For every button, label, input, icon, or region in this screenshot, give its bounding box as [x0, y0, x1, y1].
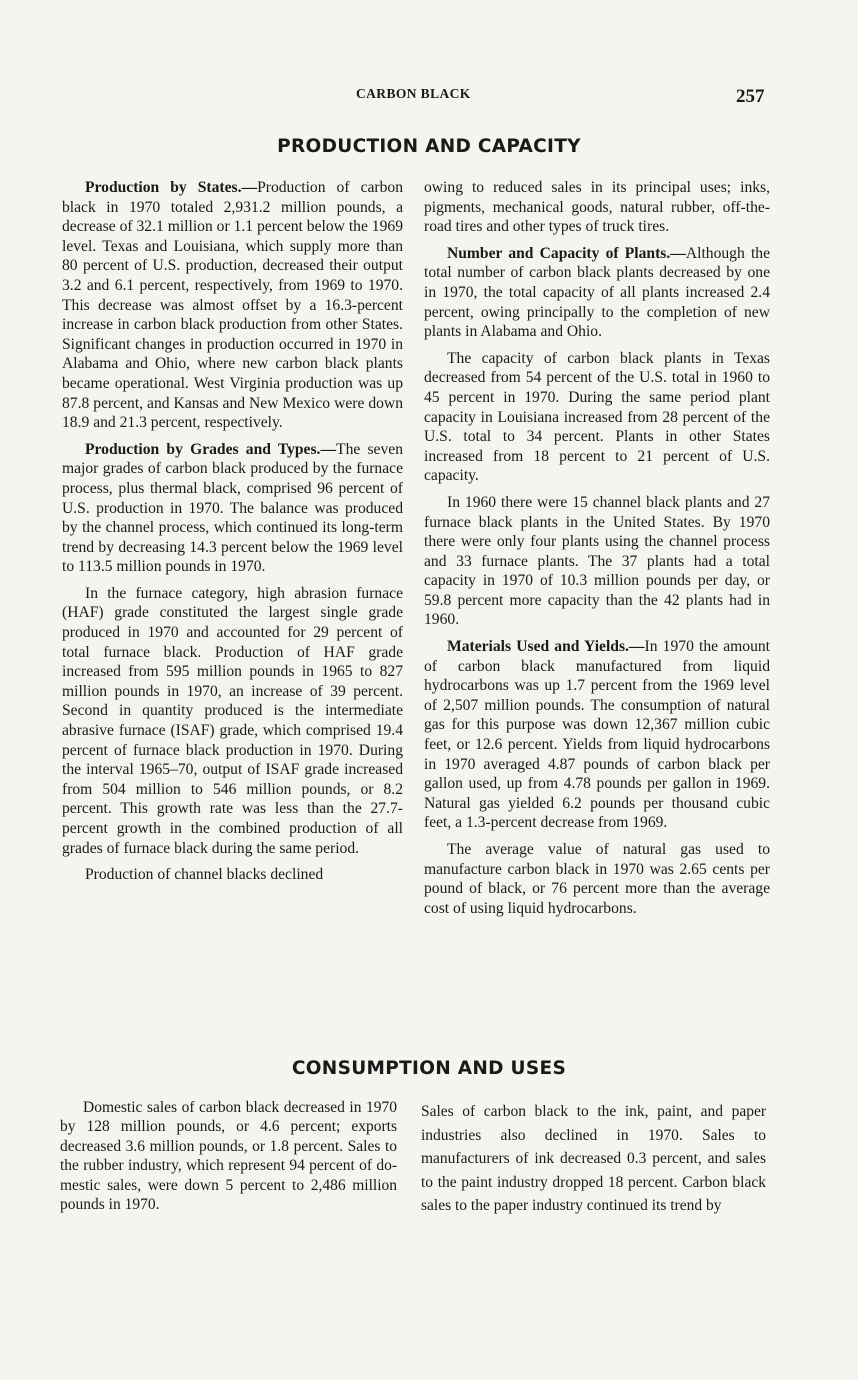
section-title-consumption: CONSUMPTION AND USES [291, 1058, 567, 1079]
section-title-production: PRODUCTION AND CAPACITY [277, 136, 581, 157]
paragraph [424, 178, 770, 237]
paragraph-lead: Production by States.— [85, 179, 258, 196]
production-right-column [424, 178, 770, 918]
paragraph [62, 440, 403, 577]
paragraph [424, 244, 770, 342]
paragraph-text: Production of carbon black in 1970 totaled 2,931.2 million pounds, a decrease of 32.1 million or 1.1 percent below the 1969 level. Texas and Louisiana, which supply more than 80 percent of U.S. production, decreased their output 3.2 and 6.1 percent, respectively, from 1969 to 1970. This decrease was almost offset by a 16.3-percent increase in carbon black production from other States. Significant changes in production occurred in 1970 in Alabama and Ohio, where new carbon black plants became operational. West Virginia production was up 87.8 percent, and Kansas and New Mexico were down 18.9 and 21.3 percent, respectively. [62, 179, 403, 432]
paragraph-text: Sales of carbon black to the ink, paint, and paper industries also declined in 1970. Sales to manufacturers of ink decreased 0.3 percent, and sales to the paint industry dropped 18 percent. Carbon black sales to the paper industry continued its trend by [421, 1103, 766, 1215]
paragraph [60, 1098, 397, 1214]
paragraph [424, 493, 770, 630]
paragraph-text: The seven major grades of carbon black produced by the furnace process, plus thermal black, comprised 96 percent of U.S. production in 1970. The balance was produced by the channel process, which continued its long-term trend by decreasing 14.3 percent below the 1969 level to 113.5 million pounds in 1970. [62, 440, 403, 576]
paragraph-text: In 1960 there were 15 channel black plants and 27 furnace black plants in the United States. By 1970 there were only four plants using the channel process and 33 furnace plants. The 37 plants had a total capacity in 1970 of 10.3 million pounds per day, or 59.8 percent more capacity than the 42 plants had in 1960. [424, 493, 770, 629]
paragraph-text: In 1970 the amount of carbon black manufactured from liquid hydrocarbons was up 1.7 percent from the 1969 level of 2,507 million pounds. The consumption of natural gas for this purpose was down 12,367 million cubic feet, or 12.6 percent. Yields from liquid hydrocarbons in 1970 averaged 4.87 pounds of carbon black per gallon used, up from 4.78 pounds per gallon in 1969. Natural gas yielded 6.2 pounds per thousand cubic feet, a 1.3-percent decrease from 1969. [424, 638, 770, 832]
running-head: CARBON BLACK [356, 86, 471, 101]
page-number: 257 [736, 86, 765, 107]
paragraph [62, 865, 403, 885]
paragraph-lead: Materials Used and Yields.— [447, 638, 645, 656]
paragraph [421, 1100, 766, 1218]
paragraph-text: The capacity of carbon black plants in Texas decreased from 54 percent of the U.S. total in 1960 to 45 percent in 1970. During the same period plant capacity in Louisiana increased from 28 percent of the U.S. total to 34 percent. Plants in other States increased from 18 percent to 21 percent of U.S. capacity. [424, 349, 770, 485]
consumption-left-column [60, 1098, 397, 1214]
paragraph-text: The average value of natural gas used to manufacture carbon black in 1970 was 2.65 cents per pound of black, or 76 percent more than the average cost of using liquid hydrocarbons. [424, 841, 770, 917]
paragraph [424, 349, 770, 486]
paragraph-text: owing to reduced sales in its principal uses; inks, pigments, mechanical goods, natural rubber, off-the-road tires and other types of truck tires. [424, 179, 770, 236]
paragraph-lead: Production by Grades and Types.— [85, 440, 337, 458]
paragraph [62, 178, 403, 433]
paragraph-text: Domestic sales of carbon black decreased in 1970 by 128 million pounds, or 4.6 percent; exports decreased 3.6 million pounds, or 1.8 percent. Sales to the rubber industry, which represent 94 percent of domestic sales, were down 5 percent to 2,486 million pounds in 1970. [60, 1099, 397, 1214]
paragraph-text: Although the total number of carbon black plants decreased by one in 1970, the total capacity of all plants increased 2.4 percent, owing principally to the completion of new plants in Alabama and Ohio. [424, 244, 770, 341]
paragraph-text: Production of channel blacks declined [85, 866, 324, 884]
paragraph [62, 584, 403, 858]
paragraph [424, 637, 770, 833]
paragraph [424, 840, 770, 918]
production-left-column [62, 178, 403, 885]
paragraph-lead: Number and Capacity of Plants.— [447, 244, 686, 262]
consumption-right-column [421, 1100, 766, 1218]
paragraph-text: In the furnace category, high abrasion furnace (HAF) grade constituted the largest single grade produced in 1970 and accounted for 29 percent of total furnace black. Production of HAF grade increased from 595 million pounds in 1965 to 827 million pounds in 1970, an increase of 39 percent. Second in quantity produced is the intermediate abrasive furnace (ISAF) grade, which comprised 19.4 percent of furnace black production in 1970. During the interval 1965–70, output of ISAF grade increased from 504 million to 546 million pounds, or 8.2 percent. This growth rate was less than the 27.7-percent growth in the combined production of all grades of furnace black during the same period. [62, 584, 403, 857]
